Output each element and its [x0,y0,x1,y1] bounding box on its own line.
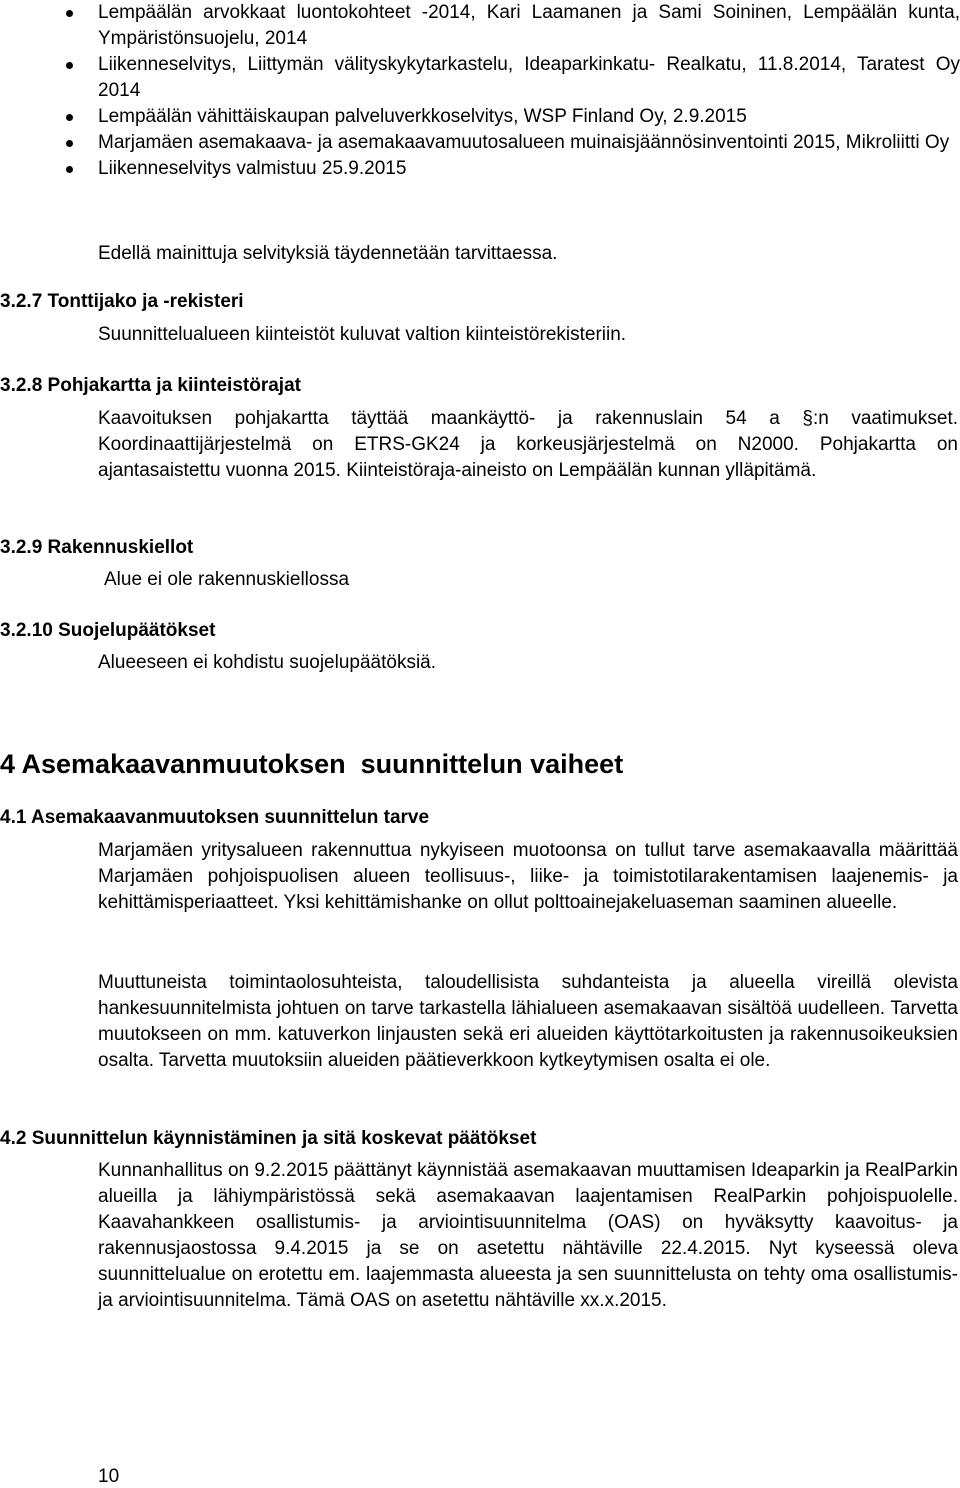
heading-3-2-8: 3.2.8 Pohjakartta ja kiinteistörajat [0,375,301,396]
heading-4-2: 4.2 Suunnittelun käynnistäminen ja sitä koskevat päätökset [0,1128,537,1149]
list-item: Lempäälän arvokkaat luontokohteet -2014, Kari Laamanen ja Sami Soininen, Lempäälän kunta, Ympäristönsuojelu, 2014 [66,0,960,52]
heading-3-2-9: 3.2.9 Rakennuskiellot [0,537,194,558]
bullet-icon [66,62,73,69]
list-item: Marjamäen asemakaava- ja asemakaavamuutosalueen muinaisjäännösinventointi 2015, Mikroliitti Oy [66,130,960,156]
paragraph-3-2-7: Suunnittelualueen kiinteistöt kuluvat valtion kiinteistörekisteriin. [98,324,627,345]
heading-3-2-10: 3.2.10 Suojelupäätökset [0,620,216,641]
list-item: Lempäälän vähittäiskaupan palveluverkkoselvitys, WSP Finland Oy, 2.9.2015 [66,104,960,130]
bullet-icon [66,166,73,173]
bullet-icon [66,140,73,147]
bullet-icon [66,114,73,121]
page-number: 10 [98,1466,120,1487]
list-item: Liikenneselvitys, Liittymän välityskykytarkastelu, Ideaparkinkatu- Realkatu, 11.8.2014, Taratest Oy 2014 [66,52,960,104]
paragraph-3-2-10: Alueeseen ei kohdistu suojelupäätöksiä. [98,652,437,673]
paragraph-4-1-second: Muuttuneista toimintaolosuhteista, taloudellisista suhdanteista ja alueella vireillä olevista hankesuunnitelmista johtuen on tarve tarkastella lähialueen asemakaavan sisältöä uudelleen. Tarvetta muutokseen on mm. katuverkon linjausten sekä eri alueiden käyttötarkoitusten ja rakennusoikeuksien osalta. Tarvetta muutoksiin alueiden päätieverkkoon kytkeytymisen osalta ei ole. [98,972,958,1071]
supplement-note: Edellä mainittuja selvityksiä täydennetään tarvittaessa. [98,243,558,264]
chapter-4-heading: 4 Asemakaavanmuutoksen suunnittelun vaiheet [0,749,624,779]
reference-list [66,0,960,182]
paragraph-4-1-first: Marjamäen yritysalueen rakennuttua nykyiseen muotoonsa on tullut tarve asemakaavalla määrittää Marjamäen pohjoispuolisen alueen teollisuus-, liike- ja toimistotilarakentamisen laajenemis- ja kehittämisperiaatteet. Yksi kehittämishanke on ollut polttoainejakeluaseman saaminen alueelle. [98,840,958,913]
heading-3-2-7: 3.2.7 Tonttijako ja -rekisteri [0,291,244,312]
paragraph-3-2-9: Alue ei ole rakennuskiellossa [104,569,350,590]
paragraph-3-2-8: Kaavoituksen pohjakartta täyttää maankäyttö- ja rakennuslain 54 a §:n vaatimukset. Koordinaattijärjestelmä on ETRS-GK24 ja korkeusjärjestelmä on N2000. Pohjakartta on ajantasaistettu vuonna 2015. Kiinteistöraja-aineisto on Lempäälän kunnan ylläpitämä. [98,408,958,481]
heading-4-1: 4.1 Asemakaavanmuutoksen suunnittelun tarve [0,807,430,828]
list-item: Liikenneselvitys valmistuu 25.9.2015 [66,156,960,182]
paragraph-4-2: Kunnanhallitus on 9.2.2015 päättänyt käynnistää asemakaavan muuttamisen Ideaparkin ja RealParkin alueilla ja lähiympäristössä sekä asemakaavan laajentamisen RealParkin pohjoispuolelle. Kaavahankkeen osallistumis- ja arviointisuunnitelma (OAS) on hyväksytty kaavoitus- ja rakennusjaostossa 9.4.2015 ja se on asetettu nähtäville 22.4.2015. Nyt kyseessä oleva suunnittelualue on erotettu em. laajemmasta alueesta ja sen suunnittelusta on tehty oma osallistumis- ja arviointisuunnitelma. Tämä OAS on asetettu nähtäville xx.x.2015. [98,1160,958,1311]
bullet-icon [66,10,73,17]
